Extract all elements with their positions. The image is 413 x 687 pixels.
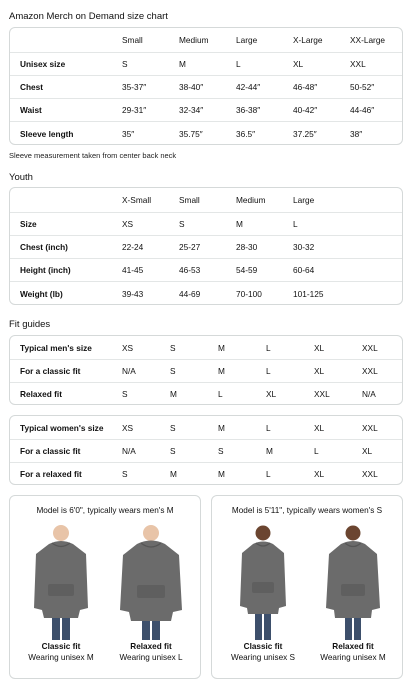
youth-heading: Youth (9, 172, 33, 183)
womens-relaxed-fit-size: Wearing unisex M (320, 653, 386, 662)
table-cell: XL (314, 366, 325, 376)
mens-relaxed-fit-label: Relaxed fit (130, 642, 172, 651)
womens-relaxed-fit-label: Relaxed fit (332, 642, 374, 651)
row-label: Weight (lb) (20, 288, 63, 299)
table-cell: 29-31″ (122, 105, 147, 115)
table-cell: XXL (362, 366, 378, 376)
fit-guides-heading: Fit guides (9, 319, 51, 330)
table-row (10, 52, 402, 75)
table-cell: L (266, 422, 271, 433)
table-cell: M (179, 59, 186, 69)
col-header: Large (293, 195, 315, 205)
mens-fit-table (9, 335, 403, 405)
table-cell: XXL (350, 59, 366, 69)
table-cell: M (218, 366, 225, 376)
col-header: XX-Large (350, 35, 386, 45)
table-cell: M (218, 342, 225, 353)
table-cell: 38″ (350, 128, 363, 139)
table-row (10, 281, 402, 305)
table-cell: 35″ (122, 128, 135, 139)
adult-size-table (9, 27, 403, 145)
table-cell: 30-32 (293, 242, 315, 252)
table-cell: XL (362, 446, 373, 456)
table-cell: 46-53 (179, 265, 201, 275)
table-cell: 60-64 (293, 265, 315, 275)
table-cell: 42-44″ (236, 82, 261, 92)
table-cell: XL (266, 389, 277, 399)
table-cell: 44-46″ (350, 105, 375, 115)
table-cell: S (122, 59, 128, 69)
mens-classic-fit-size: Wearing unisex M (28, 653, 94, 662)
table-cell: S (170, 422, 176, 433)
mens-model-title: Model is 6'0", typically wears men's M (36, 506, 174, 515)
col-header: Large (236, 35, 258, 45)
table-cell: 36.5″ (236, 128, 256, 139)
table-cell: 35.75″ (179, 128, 203, 139)
row-label: Sleeve length (20, 128, 74, 139)
youth-size-table (9, 187, 403, 305)
table-cell: 46-48″ (293, 82, 318, 92)
table-cell: 41-45 (122, 265, 144, 275)
table-row (10, 382, 402, 405)
table-cell: N/A (362, 389, 376, 399)
mens-relaxed-fit-size: Wearing unisex L (119, 653, 183, 662)
table-cell: M (218, 422, 225, 433)
table-row (10, 258, 402, 281)
row-label: Chest (20, 82, 44, 92)
mens-model-card (9, 495, 201, 679)
mens-classic-fit-image (22, 524, 100, 642)
table-cell: L (266, 366, 271, 376)
table-cell: 22-24 (122, 242, 144, 252)
table-cell: 38-40″ (179, 82, 204, 92)
table-cell: L (236, 59, 241, 69)
row-label: Unisex size (20, 59, 66, 69)
row-label: Chest (inch) (20, 242, 68, 252)
table-cell: 35-37″ (122, 82, 147, 92)
table-cell: S (170, 342, 176, 353)
table-row (10, 98, 402, 121)
col-header: X-Small (122, 195, 152, 205)
table-cell: L (266, 469, 271, 479)
table-row (10, 359, 402, 382)
table-cell: 44-69 (179, 288, 201, 299)
table-row (10, 462, 402, 485)
page-title: Amazon Merch on Demand size chart (9, 11, 168, 22)
table-row (10, 439, 402, 462)
col-header: Medium (236, 195, 266, 205)
womens-relaxed-fit-image (314, 524, 392, 642)
table-cell: 39-43 (122, 288, 144, 299)
row-label: Height (inch) (20, 265, 71, 275)
row-label: For a relaxed fit (20, 469, 82, 479)
table-row (10, 75, 402, 98)
table-cell: 40-42″ (293, 105, 318, 115)
table-cell: XXL (362, 469, 378, 479)
table-cell: 50-52″ (350, 82, 375, 92)
womens-fit-table (9, 415, 403, 485)
table-cell: M (266, 446, 273, 456)
col-header: X-Large (293, 35, 323, 45)
table-cell: XXL (314, 389, 330, 399)
mens-relaxed-fit-image (112, 524, 190, 642)
table-cell: M (170, 389, 177, 399)
table-cell: M (170, 469, 177, 479)
womens-classic-fit-label: Classic fit (243, 642, 283, 651)
table-row (10, 121, 402, 145)
table-cell: N/A (122, 446, 136, 456)
table-cell: 70-100 (236, 288, 262, 299)
table-cell: XL (314, 422, 325, 433)
table-cell: XS (122, 342, 134, 353)
womens-model-title: Model is 5'11", typically wears women's S (231, 506, 383, 515)
row-label: Relaxed fit (20, 389, 62, 399)
table-cell: 28-30 (236, 242, 258, 252)
table-cell: S (179, 219, 185, 229)
table-cell: 37.25″ (293, 128, 317, 139)
row-label: Typical men's size (20, 342, 92, 353)
table-cell: S (170, 366, 176, 376)
table-cell: L (266, 342, 271, 353)
table-row (10, 416, 402, 439)
youth-header-row (10, 188, 402, 212)
table-cell: XL (293, 59, 304, 69)
table-cell: XS (122, 422, 134, 433)
table-cell: N/A (122, 366, 136, 376)
table-cell: XS (122, 219, 134, 229)
table-cell: S (170, 446, 176, 456)
table-cell: 36-38″ (236, 105, 261, 115)
table-cell: XL (314, 469, 325, 479)
mens-classic-fit-label: Classic fit (41, 642, 81, 651)
table-cell: XL (314, 342, 325, 353)
table-row (10, 336, 402, 359)
table-cell: L (218, 389, 223, 399)
table-cell: 32-34″ (179, 105, 204, 115)
table-row (10, 235, 402, 258)
table-cell: S (122, 389, 128, 399)
row-label: Size (20, 219, 37, 229)
womens-classic-fit-image (224, 524, 302, 642)
table-cell: XXL (362, 422, 378, 433)
table-cell: L (314, 446, 319, 456)
row-label: For a classic fit (20, 366, 81, 376)
table-cell: 101-125 (293, 288, 324, 299)
table-cell: S (122, 469, 128, 479)
table-cell: XXL (362, 342, 378, 353)
table-cell: 54-59 (236, 265, 258, 275)
table-cell: M (236, 219, 243, 229)
col-header: Small (179, 195, 200, 205)
table-row (10, 212, 402, 235)
col-header: Medium (179, 35, 209, 45)
table-cell: 25-27 (179, 242, 201, 252)
table-cell: S (218, 446, 224, 456)
sleeve-note: Sleeve measurement taken from center back neck (9, 151, 177, 160)
row-label: For a classic fit (20, 446, 81, 456)
womens-model-card (211, 495, 403, 679)
col-header: Small (122, 35, 143, 45)
adult-header-row (10, 28, 402, 52)
row-label: Waist (20, 105, 42, 115)
table-cell: M (218, 469, 225, 479)
table-cell: L (293, 219, 298, 229)
row-label: Typical women's size (20, 422, 104, 433)
womens-classic-fit-size: Wearing unisex S (230, 653, 296, 662)
